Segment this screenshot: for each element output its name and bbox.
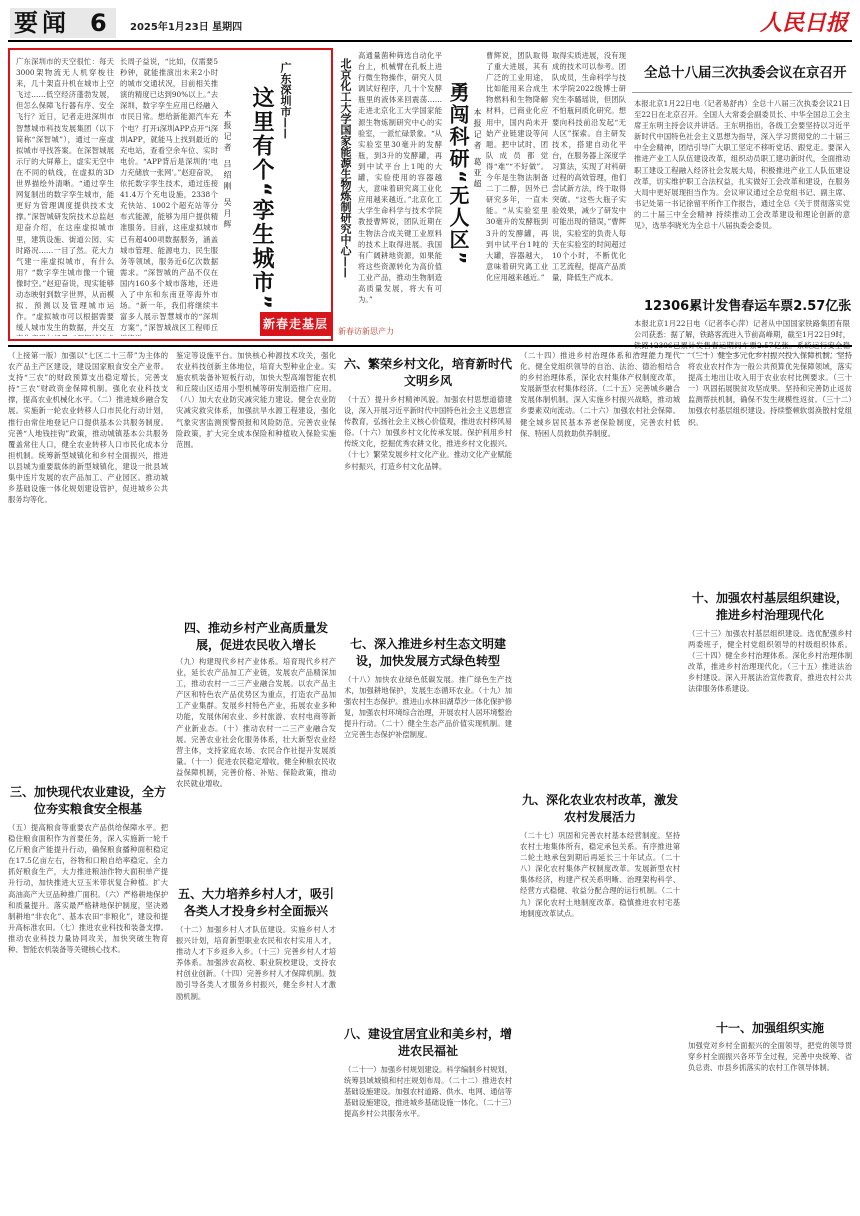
story2-column-2: 曹辉说，团队取得了重大进展，其有广泛的工业用途，比如能用来合成生物燃料和生物降解材料，已商业化应用中，国内尚未开始产业链建设等问题。把中试时，团队成员都觉得“难”“不好做”。今年是生物法制备二丁二醇，因外已研究多年，一直未能。“从实验室里30毫升的发酵瓶到3升的发酵罐，再到中试平台1吨的大罐，容器越大，意味着研究离工业化应用越来越近。” bbox=[486, 51, 548, 282]
lower-col4b-text: （二十七）巩固和完善农村基本经营制度。坚持农村土地集体所有，稳定承包关系。有序推进第二轮土地承包到期后再延长三十年试点。（二十八）深化农村集体产权制度改革。发展新型农村集体经济，构建产权关系明晰、治理架构科学、经营方式稳健、收益分配合理的运行机制。（二十九）深化农村土地制度改革。稳慎推进农村宅基地制度改革试点。 bbox=[520, 831, 680, 918]
story1-headline: 这里有个“孪生城市” bbox=[249, 86, 274, 311]
section-11-heading: 十一、加强组织实施 bbox=[715, 1021, 824, 1035]
page-number: 6 bbox=[90, 9, 107, 37]
story2-column-1: 高通量菌种筛选自动化平台上，机械臂在孔板上进行微生物操作，研究人员调试好程序，几十个发酵瓶里的液体来回震荡……走进北京化工大学国家能源生物炼制研究中心的实验室，一派忙碌景象。“从实验室里30毫升的发酵瓶，到3升的发酵罐，再到中试平台上1吨的大罐，实验使用的容器越大，意味着研究离工业化应用越来越近。”北京化工大学生命科学与技术学院教授曹辉说，团队近期在生物法合成关键工业原料的技术上取得进展。我国有广阔耕地资源，如果能将这些资源转化为高价值工业产品，推动生物制造高质量发展，将大有可为。” bbox=[358, 51, 442, 305]
story2-headline: 勇闯科研“无人区” bbox=[446, 82, 470, 267]
section-title: 要闻 bbox=[14, 9, 70, 37]
story3-body: 本报北京1月22日电（记者易舒冉）全总十八届三次执委会议21日至22日在北京召开。全国人大常委会副委员长、中华全国总工会主席王东明主持会议并讲话。王东明指出，各级工会要坚持以习近平新时代中国特色社会主义思想为指导，深入学习贯彻党的二十届三中全会精神，团结引导广大职工坚定不移听党话、跟党走。要深入推进产业工人队伍建设改革，组织动员职工建功新时代，全面推动职工建设工程融入经济社会发展大局，积极推进产业工人队伍建设改革，切实维护职工合法权益，扎实做好工会改革和建设，在服务大局中更好展现担当作为。会议审议通过全总党组书记、副主席、书记处第一书记徐留平所作工作报告，通过全总《关于贯彻落实党的二十届三中全会精神 持续推动工会改革建设和理论创新的意见》，选举李晓光为全总十八届执委会委员。 bbox=[634, 99, 850, 231]
section-4-heading: 四、推动乡村产业高质量发展，促进农民收入增长 bbox=[183, 621, 328, 652]
story-acftu-meeting bbox=[632, 48, 852, 268]
lower-col5b-text: （三十三）加强农村基层组织建设。选优配强乡村两委班子，健全村党组织领导的村级组织体系。（三十四）健全乡村治理体系。深化乡村治理体制改革，推进乡村治理现代化。（三十五）推进法治乡村建设。深入开展法治宣传教育，推进农村公共法律服务体系建设。 bbox=[688, 629, 852, 694]
story2-column-3: 取得实质进展，没有现成的技术可以参考。团队成员，生命科学与技术学院2022级博士研究生李璐瑶说，但团队不怕瓶问质化研究。想要向科技前沿发起“无人区”探索。自主研发技术，搭建自动化平台，在服务器上深度学习算法，实现了对科研过程的高效管理，他们尝试新方法，终于取得突破。“这些大瓶子实验效果，减少了研发中可能出现的错误，”曹辉说，实验室的负责人每天在实验室的时间超过10个小时，不断优化工艺流程，提高产品质量，降低生产成本。 bbox=[552, 51, 626, 282]
lower-col5a-text: （三十）健全多元化乡村振兴投入保障机制。坚持将农业农村作为一般公共预算优先保障领域，落实提高土地出让收入用于农业农村比例要求。（三十一）巩固拓展脱贫攻坚成果。坚持和完善防止返贫监测帮扶机制，确保不发生规模性返贫。（三十二）加强农村基层组织建设。持续整顿软弱涣散村党组织。 bbox=[688, 351, 852, 427]
lower-col3a-text: （十五）提升乡村精神风貌。加强农村思想道德建设，深入开展习近平新时代中国特色社会主义思想宣传教育，弘扬社会主义核心价值观，推进农村移风易俗。（十六）加强乡村文化传承发展。保护利用乡村传统文化，挖掘优秀农耕文化，推进乡村文化振兴。（十七）繁荣发展乡村文化产业。推动文化产业赋能乡村振兴，打造乡村文化品牌。 bbox=[344, 395, 512, 471]
story4-headline: 12306累计发售春运车票2.57亿张 bbox=[644, 299, 852, 314]
story3-rule bbox=[632, 92, 852, 93]
lower-col1b-text: （五）提高粮食等重要农产品供给保障水平。把稳住粮食面积作为首要任务，深入实施新一轮千亿斤粮食产能提升行动，确保粮食播种面积稳定在17.5亿亩左右，谷物和口粮自给率稳定。全力抓好粮食生产，大力推进粮油作物大面积单产提升行动，加快推进大豆玉米带状复合种植。扩大高油高产大豆品种推广面积。（六）严格耕地保护和质量提升。落实最严格耕地保护制度，坚决遏制耕地“非农化”、基本农田“非粮化”，建设和提升高标准农田。（七）推进农业科技和装备支撑。推动农业科技力量协同攻关，加快突破生物育种、智能农机装备等关键核心技术。 bbox=[8, 823, 168, 955]
lower-col3b-text: （十八）加快农业绿色低碳发展。推广绿色生产技术，加强耕地保护，发展生态循环农业。（十九）加强农村生态保护。推进山水林田湖草沙一体化保护修复，加强农村环境综合治理，开展农村人居环境整治提升行动。（二十）健全生态产品价值实现机制。建立完善生态保护补偿制度。 bbox=[344, 675, 512, 740]
story2-kicker: 北京化工大学国家能源生物炼制研究中心—— bbox=[339, 58, 352, 278]
lower-col2b-text: （九）构建现代乡村产业体系。培育现代乡村产业，延长农产品加工产业链，发展农产品精深加工，推动农村一二三产业融合发展。以农产品主产区和特色农产品优势区为重点，打造农产品加工产业集群。发展乡村特色产业，拓展农业多种功能，发展休闲农业、乡村旅游、农村电商等新产业新业态。（十）推动农村一二三产业融合发展。完善农业社会化服务体系，壮大新型农业经营主体，支持家庭农场、农民合作社提升发展质量。（十一）促进农民稳定增收。健全种粮农民收益保障机制，完善价格、补贴、保险政策，推动农民就业增收。 bbox=[176, 657, 336, 789]
story2-byline: 本报记者 葛亚超 bbox=[473, 108, 482, 191]
section-8-heading: 八、建设宜居宜业和美乡村，增进农民福祉 bbox=[344, 1027, 513, 1058]
lower-col5c-text: 加强党对乡村全面振兴的全面领导，把党的领导贯穿乡村全面振兴各环节全过程，完善中央统筹、省负总责、市县乡抓落实的农村工作领导体制。 bbox=[688, 1041, 852, 1073]
section-3-heading: 三、加快现代农业建设，全方位夯实粮食安全根基 bbox=[9, 785, 166, 816]
story-scientific-research bbox=[338, 48, 626, 341]
story-digital-twin-city bbox=[8, 48, 333, 341]
header-rule bbox=[8, 40, 852, 42]
page-header bbox=[0, 0, 860, 44]
lower-col1-text: （上接第一版）加强以“七区二十三带”为主体的农产品主产区建设，建设国家粮食安全产业带。支持“三农”的财政预算支出稳定增长，完善支持“三农”财政资金保障机制。强化农业科技支撑，提高农业机械化水平。（二）推进城乡融合发展。实施新一轮农业转移人口市民化行动计划，推行由常住地登记户口提供基本公共服务制度。完善“人地钱挂钩”政策，推动城镇基本公共服务覆盖常住人口，健全农业转移人口市民化成本分担机制。统筹新型城镇化和乡村全面振兴，推进以县城为重要载体的新型城镇化，建设一批县域集中连片发展的农产品加工、产业园区。推动城乡基础设施一体化规划建设管护，促进城乡公共服务均等化。 bbox=[8, 351, 168, 505]
lower-col2a-text: 鉴定等设施平台。加快核心种源技术攻关，强化农业科技创新主体地位，培育大型种业企业。实施农机装备补短板行动，加快大型高端智能农机和丘陵山区适用小型机械等研发制造推广应用。（八）加大农业防灾减灾能力建设。健全农业防灾减灾救灾体系，加强抗旱水源工程建设，强化气象灾害监测预警预报和风险防范。完善农业保险政策，扩大完全成本保险和种植收入保险实施范围。 bbox=[176, 351, 336, 449]
story4-body: 本报北京1月22日电（记者李心萍）记者从中国国家铁路集团有限公司获悉：据了解，铁路客流进入节前高峰期，截至1月22日9时， bbox=[634, 319, 850, 340]
story1-kicker: 广东深圳市—— bbox=[279, 62, 292, 139]
lower-document bbox=[8, 350, 852, 1210]
lower-col4a-text: （二十四）推进乡村治理体系和治理能力现代化。健全党组织领导的自治、法治、德治相结合的乡村治理体系，深化农村集体产权制度改革，发展新型农村集体经济。（二十五）完善城乡融合发展体制机制。深入实施乡村振兴战略，推动城乡要素双向流动。（二十六）加强农村社会保障。健全城乡居民基本养老保险制度，完善农村低保、特困人员救助供养制度。 bbox=[520, 351, 680, 438]
story1-byline: 本报记者 吕绍刚 吴月辉 bbox=[223, 110, 232, 232]
campaign-banner bbox=[260, 312, 332, 336]
top-section-divider bbox=[8, 345, 852, 347]
story3-headline: 全总十八届三次执委会议在京召开 bbox=[644, 65, 847, 81]
section-7-heading: 七、深入推进乡村生态文明建设，加快发展方式绿色转型 bbox=[349, 637, 506, 668]
campaign-label: 新春走基层 bbox=[263, 317, 329, 331]
section-9-heading: 九、深化农业农村改革，激发农村发展活力 bbox=[521, 793, 678, 824]
lower-col2c-text: （十二）加强乡村人才队伍建设。实施乡村人才振兴计划，培育新型职业农民和农村实用人才，推动人才下乡返乡入乡。（十三）完善乡村人才培养体系。加强涉农高校、职业院校建设，支持农村创业创新。（十四）完善乡村人才保障机制。鼓励引导各类人才服务乡村振兴，健全乡村人才激励机制。 bbox=[176, 925, 336, 1001]
masthead-logo: 人民日报 bbox=[760, 10, 849, 36]
section-6-heading: 六、繁荣乡村文化，培育新时代文明乡风 bbox=[344, 357, 513, 388]
section-5-heading: 五、大力培养乡村人才，吸引各类人才投身乡村全面振兴 bbox=[177, 887, 334, 918]
section-10-heading: 十、加强农村基层组织建设，推进乡村治理现代化 bbox=[691, 591, 848, 622]
campaign-tagline: 新春访新思产力 bbox=[338, 327, 394, 336]
story1-column-2: 长周子益说，“比如，仅需要5秒钟，就能推演出未来2小时的城市交通状况，目前相关推演的精度已达到90%以上。”去深圳，数字孪生应用已经融入市民日常。想给新能源汽车充个电？打开i深圳APP点开“i深圳APP，就能马上找到最近的充电站，查看空余车位、实时电价。“APP背后是深圳的‘电力充储放一张网’。”赵迎奋说，依托数字孪生技术，通过连接41.4万个充电设施，2338个充快站、1002个超充站等分布式能源，能够为用户提供精准服务。目前，这座虚拟城市已有超400项数据服务，涵盖城市管理、能源电力、民生服务等领域，服务近6亿次数据需求。“深智城的产品不仅在国内160多个城市落地，还进入了中东和东南亚等海外市场。“新一年，我们将继续丰富多人展示智慧城市的“深圳方案”，”深智城战区工程师丘 bbox=[120, 57, 218, 333]
story1-column-1: 广东深圳市的天空很忙：每天3000架物流无人机穿梭往来，几十架直升机在城市上空飞过……低空经济蓬勃发展，但怎么保障飞行器有序、安全飞行？近日，记者走进深圳市智慧城市科技发展集团（以下简称“深智城”），通过一座虚拟城市寻找答案。在深智城展示厅的大屏幕上，虚实无空中在不同的轨线，在虚拟的3D世界描绘外清晰。“通过孪生网复制出的数字孪生城市，能更好为管理调度提供技术支撑。”深智城研发院技术总监赵迎奋介绍，在这座虚拟城市里，建筑设施、街道公园、实时路况……一目了然。花大力气建一座虚拟城市，有什么用？“数字孪生城市像一个镜像时空。”赵迎奋说，现实能够动态映射到数字世界，从而模拟、预测以及管理城市运作。“虚拟城市可以根据需要缓人城市发生的数据，并交互 bbox=[16, 57, 114, 333]
issue-date: 2025年1月23日 星期四 bbox=[130, 22, 243, 33]
lower-col3c-text: （二十一）加强乡村规划建设。科学编制乡村规划，统筹县域城镇和村庄规划布局。（二十二）推进农村基础设施建设。加强农村道路、供水、电网、通信等基础设施建设，推进城乡基础设施一体化。（二十三）提高乡村公共服务水平。 bbox=[344, 1065, 512, 1119]
story-12306-tickets bbox=[632, 298, 852, 352]
